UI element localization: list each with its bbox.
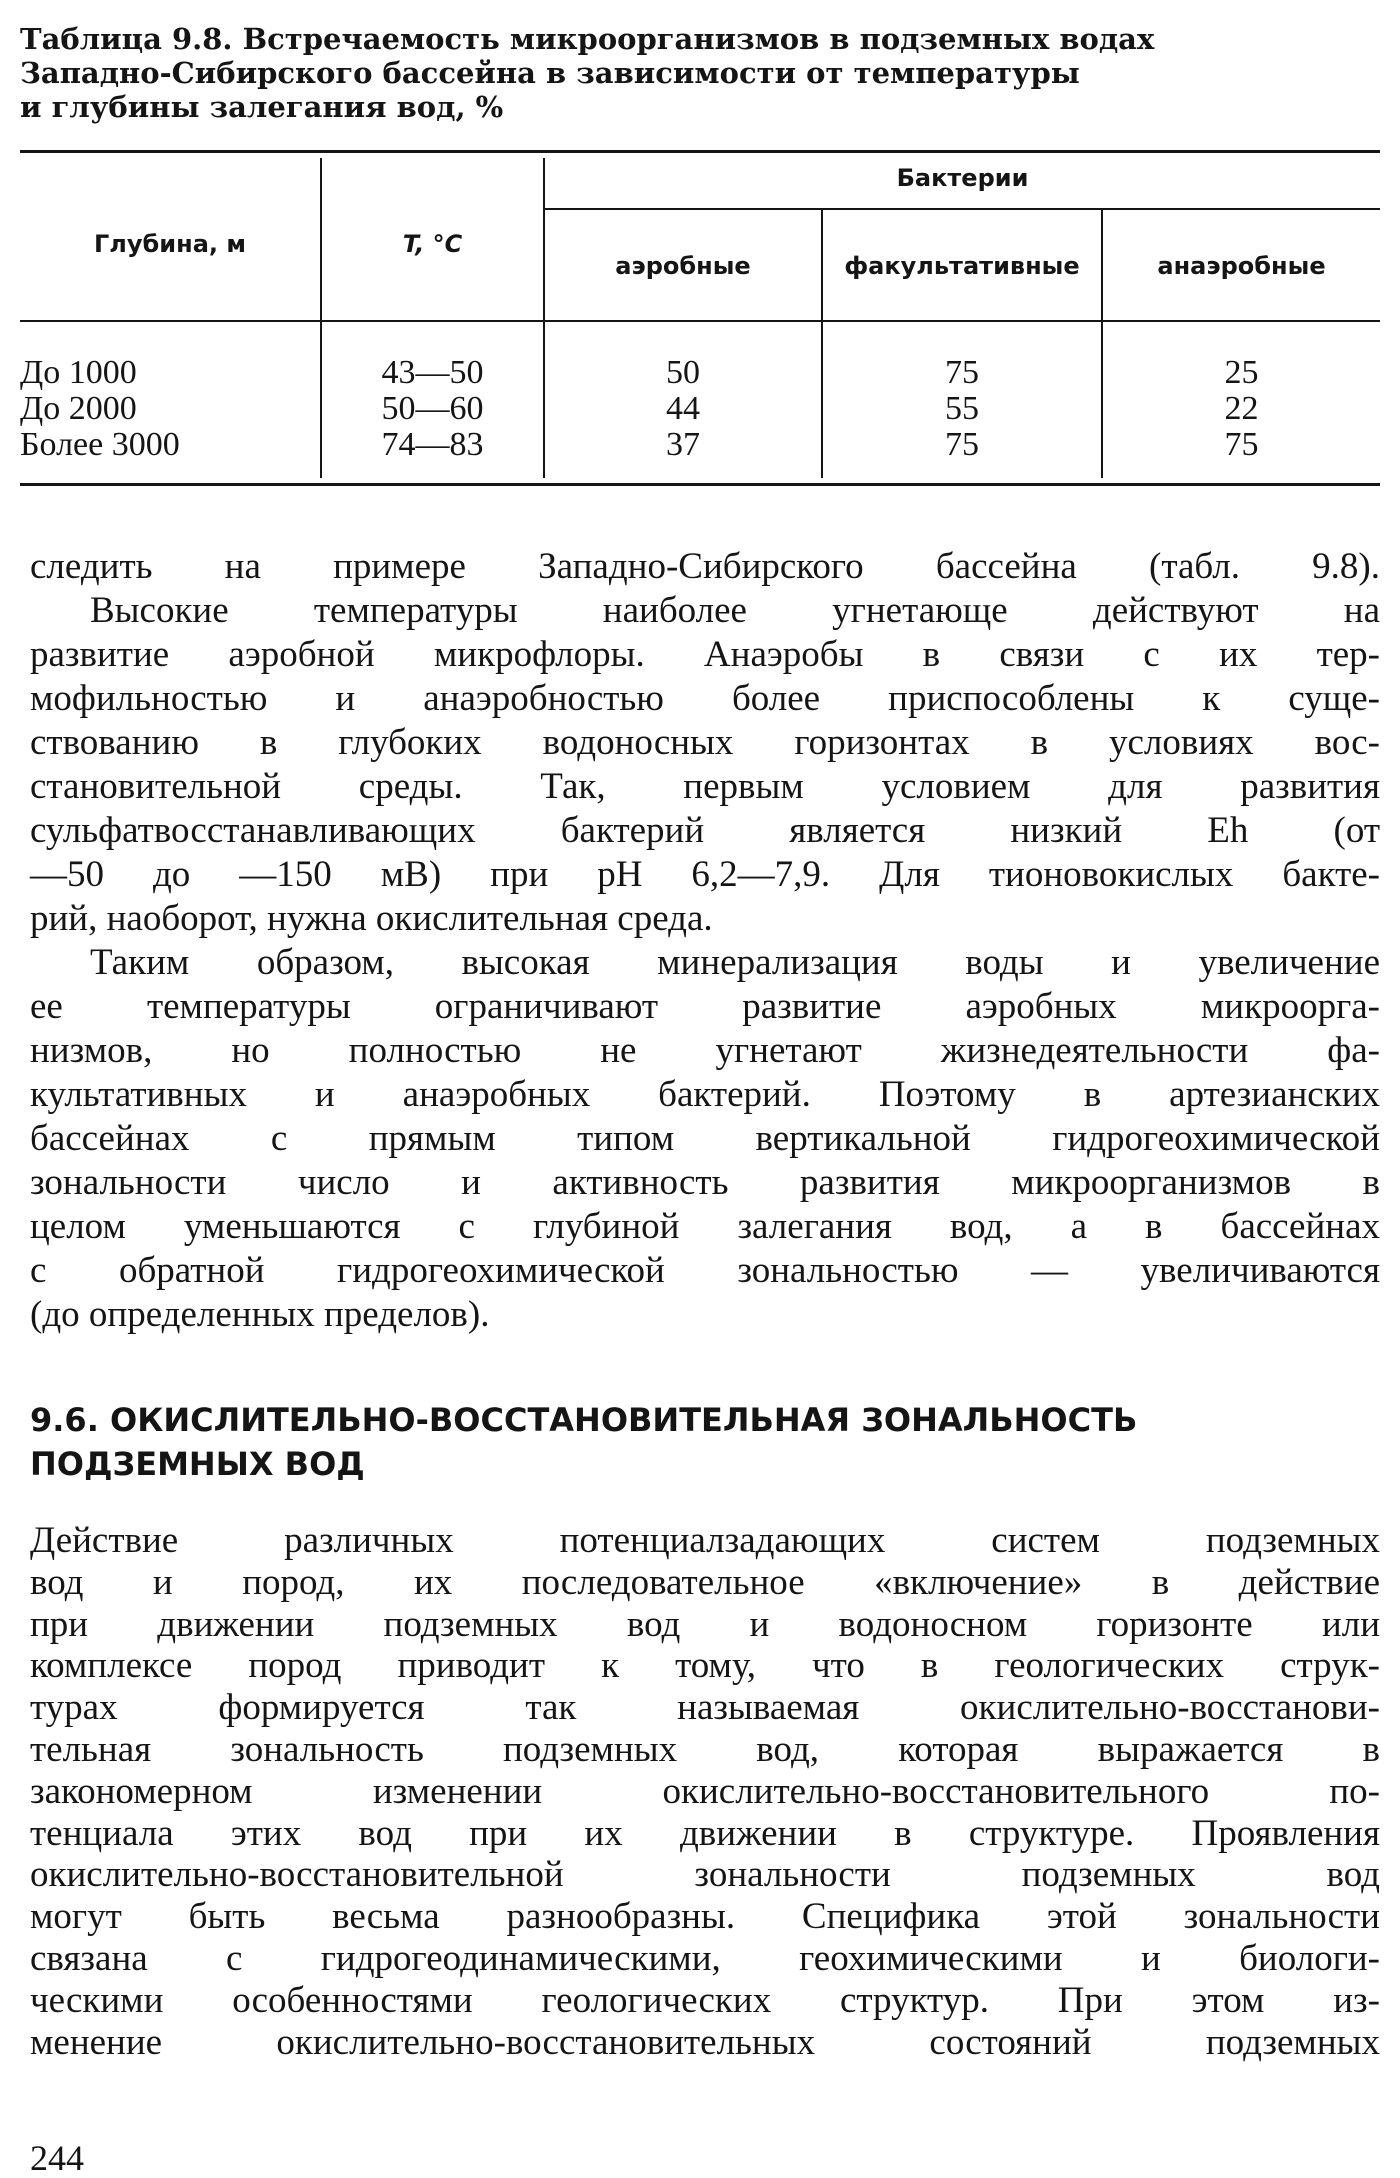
text-line: турах формируется так называемая окислительно-восстанови- [30,1687,1380,1729]
header-bottom-rule [20,320,1380,322]
text-line: окислительно-восстановительной зональности подземных вод [30,1854,1380,1896]
table-cell: 75 [1224,426,1259,463]
text-line: могут быть весьма разнообразны. Специфика этой зональности [30,1896,1380,1938]
text-line: тенциала этих вод при их движении в структуре. Проявления [30,1812,1380,1854]
temperature-column [322,355,543,463]
text-line: рий, наоборот, нужна окислительная среда. [30,898,713,939]
table-cell: До 2000 [20,390,137,427]
table-cell: 75 [945,354,979,391]
text-line: бассейнах с прямым типом вертикальной гидрогеохимической [30,1118,1380,1159]
caption-line: Таблица 9.8. Встречаемость микроорганизмов в подземных водах [20,22,1155,56]
header-bacteria-group: Бактерии [896,164,1029,192]
body-text-section-2 [30,1520,1380,2063]
text-line: с обратной гидрогеохимической зональностью — увеличиваются [30,1250,1380,1291]
header-anaerobic: анаэробные [1157,252,1326,280]
text-line: зональности число и активность развития микроорганизмов в [30,1162,1380,1203]
table-cell: 74—83 [381,426,484,463]
text-line: закономерном изменении окислительно-восстановительного по- [30,1770,1380,1812]
text-line: культативных и анаэробных бактерий. Поэтому в артезианских [30,1074,1380,1115]
body-text-section-1 [30,545,1380,1337]
text-line: комплексе пород приводит к тому, что в геологических струк- [30,1645,1380,1687]
group-rule [545,208,1380,210]
text-line: связана с гидрогеодинамическими, геохимическими и биологи- [30,1937,1380,1979]
text-line: (до определенных пределов). [30,1294,490,1335]
caption-line: Западно-Сибирского бассейна в зависимости от температуры [20,56,1080,90]
heading-line: ПОДЗЕМНЫХ ВОД [30,1445,365,1483]
text-line: следить на примере Западно-Сибирского бассейна (табл. 9.8). [30,546,1380,587]
table-cell: До 1000 [20,354,137,391]
text-line: низмов, но полностью не угнетают жизнедеятельности фа- [30,1030,1380,1071]
table-top-rule [20,150,1380,153]
depth-column [20,355,320,463]
text-line: сульфатвосстанавливающих бактерий является низкий Eh (от [30,810,1380,851]
header-facultative: факультативные [844,252,1080,280]
header-aerobic: аэробные [615,252,751,280]
text-line: ствованию в глубоких водоносных горизонтах в условиях вос- [30,722,1380,763]
table-cell: 44 [666,390,700,427]
facultative-column [823,355,1101,463]
section-heading [30,1398,1380,1486]
text-line: при движении подземных вод и водоносном горизонте или [30,1603,1380,1645]
text-line: менение окислительно-восстановительных состояний подземных [30,2021,1380,2063]
text-line: ческими особенностями геологических структур. При этом из- [30,1979,1380,2021]
table-caption [20,22,1200,124]
table-bottom-rule [20,483,1380,486]
table-cell: 55 [945,390,979,427]
text-line: Высокие температуры наиболее угнетающе действуют на [90,590,1380,631]
table-cell: 50 [666,354,700,391]
table-cell: 50—60 [381,390,484,427]
table-cell: 43—50 [381,354,484,391]
aerobic-column [545,355,821,463]
text-line: вод и пород, их последовательное «включение» в действие [30,1561,1380,1603]
table-cell: 22 [1224,390,1259,427]
header-temperature: T, °C [402,230,463,258]
text-line: целом уменьшаются с глубиной залегания вод, а в бассейнах [30,1206,1380,1247]
text-line: мофильностью и анаэробностью более приспособлены к суще- [30,678,1380,719]
text-line: становительной среды. Так, первым условием для развития [30,766,1380,807]
text-line: Таким образом, высокая минерализация воды и увеличение [90,942,1380,983]
text-line: Действие различных потенциалзадающих систем подземных [30,1520,1380,1561]
anaerobic-column [1103,355,1380,463]
text-line: ее температуры ограничивают развитие аэробных микроорга- [30,986,1380,1027]
text-line: —50 до —150 мВ) при pH 6,2—7,9. Для тионовокислых бакте- [30,854,1380,895]
text-line: тельная зональность подземных вод, которая выражается в [30,1728,1380,1770]
table-cell: Более 3000 [20,426,180,463]
table-cell: 25 [1224,354,1259,391]
table-cell: 75 [945,426,979,463]
caption-line: и глубины залегания вод, % [20,90,504,124]
table-cell: 37 [666,426,700,463]
data-table [20,150,1380,490]
header-depth: Глубина, м [94,230,246,258]
page-number: 244 [30,2138,84,2178]
heading-line: 9.6. ОКИСЛИТЕЛЬНО-ВОССТАНОВИТЕЛЬНАЯ ЗОНАЛЬНОСТЬ [30,1401,1138,1439]
text-line: развитие аэробной микрофлоры. Анаэробы в связи с их тер- [30,634,1380,675]
